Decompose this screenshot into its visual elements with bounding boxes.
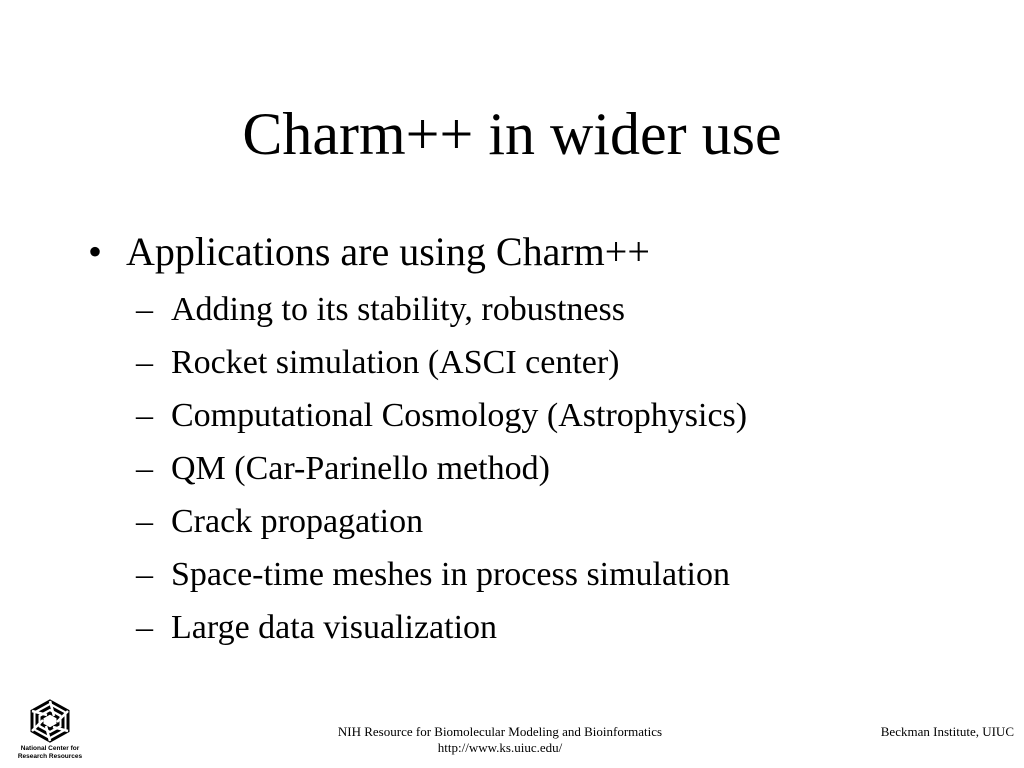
sub-bullet-text: Adding to its stability, robustness (171, 291, 625, 328)
bullet-marker: • (88, 229, 103, 274)
main-bullet (88, 228, 650, 276)
sub-bullet-dash: – (136, 556, 153, 593)
sub-bullet-dash: – (136, 609, 153, 646)
sub-bullet-text: Rocket simulation (ASCI center) (171, 344, 620, 381)
footer-institution: Beckman Institute, UIUC (880, 724, 1014, 739)
sub-bullet-text: Crack propagation (171, 503, 424, 540)
sub-bullet-dash: – (136, 344, 153, 381)
footer-url: http://www.ks.uiuc.edu/ (437, 740, 563, 755)
sub-bullet-item (136, 442, 747, 495)
sub-bullet-text: QM (Car-Parinello method) (171, 450, 550, 487)
footer-center (250, 724, 750, 756)
sub-bullet-dash: – (136, 397, 153, 434)
ncrr-logo (14, 698, 86, 762)
sub-bullet-item (136, 389, 747, 442)
sub-bullet-item (136, 548, 747, 601)
sub-bullet-text: Space-time meshes in process simulation (171, 556, 730, 593)
sub-bullet-item (136, 336, 747, 389)
footer-resource-name: NIH Resource for Biomolecular Modeling and Bioinformatics (337, 724, 663, 739)
sub-bullet-text: Computational Cosmology (Astrophysics) (171, 397, 748, 434)
logo-caption-line-1: National Center for (20, 745, 80, 752)
ncrr-logo-icon (26, 698, 74, 744)
logo-caption-line-2: Research Resources (17, 753, 83, 760)
sub-bullet-item (136, 601, 747, 654)
sub-bullet-list (136, 283, 747, 654)
sub-bullet-dash: – (136, 503, 153, 540)
sub-bullet-text: Large data visualization (171, 609, 498, 646)
sub-bullet-item (136, 495, 747, 548)
main-bullet-text: Applications are using Charm++ (126, 229, 650, 274)
sub-bullet-dash: – (136, 450, 153, 487)
sub-bullet-item (136, 283, 747, 336)
slide-title: Charm++ in wider use (242, 101, 782, 167)
sub-bullet-dash: – (136, 291, 153, 328)
